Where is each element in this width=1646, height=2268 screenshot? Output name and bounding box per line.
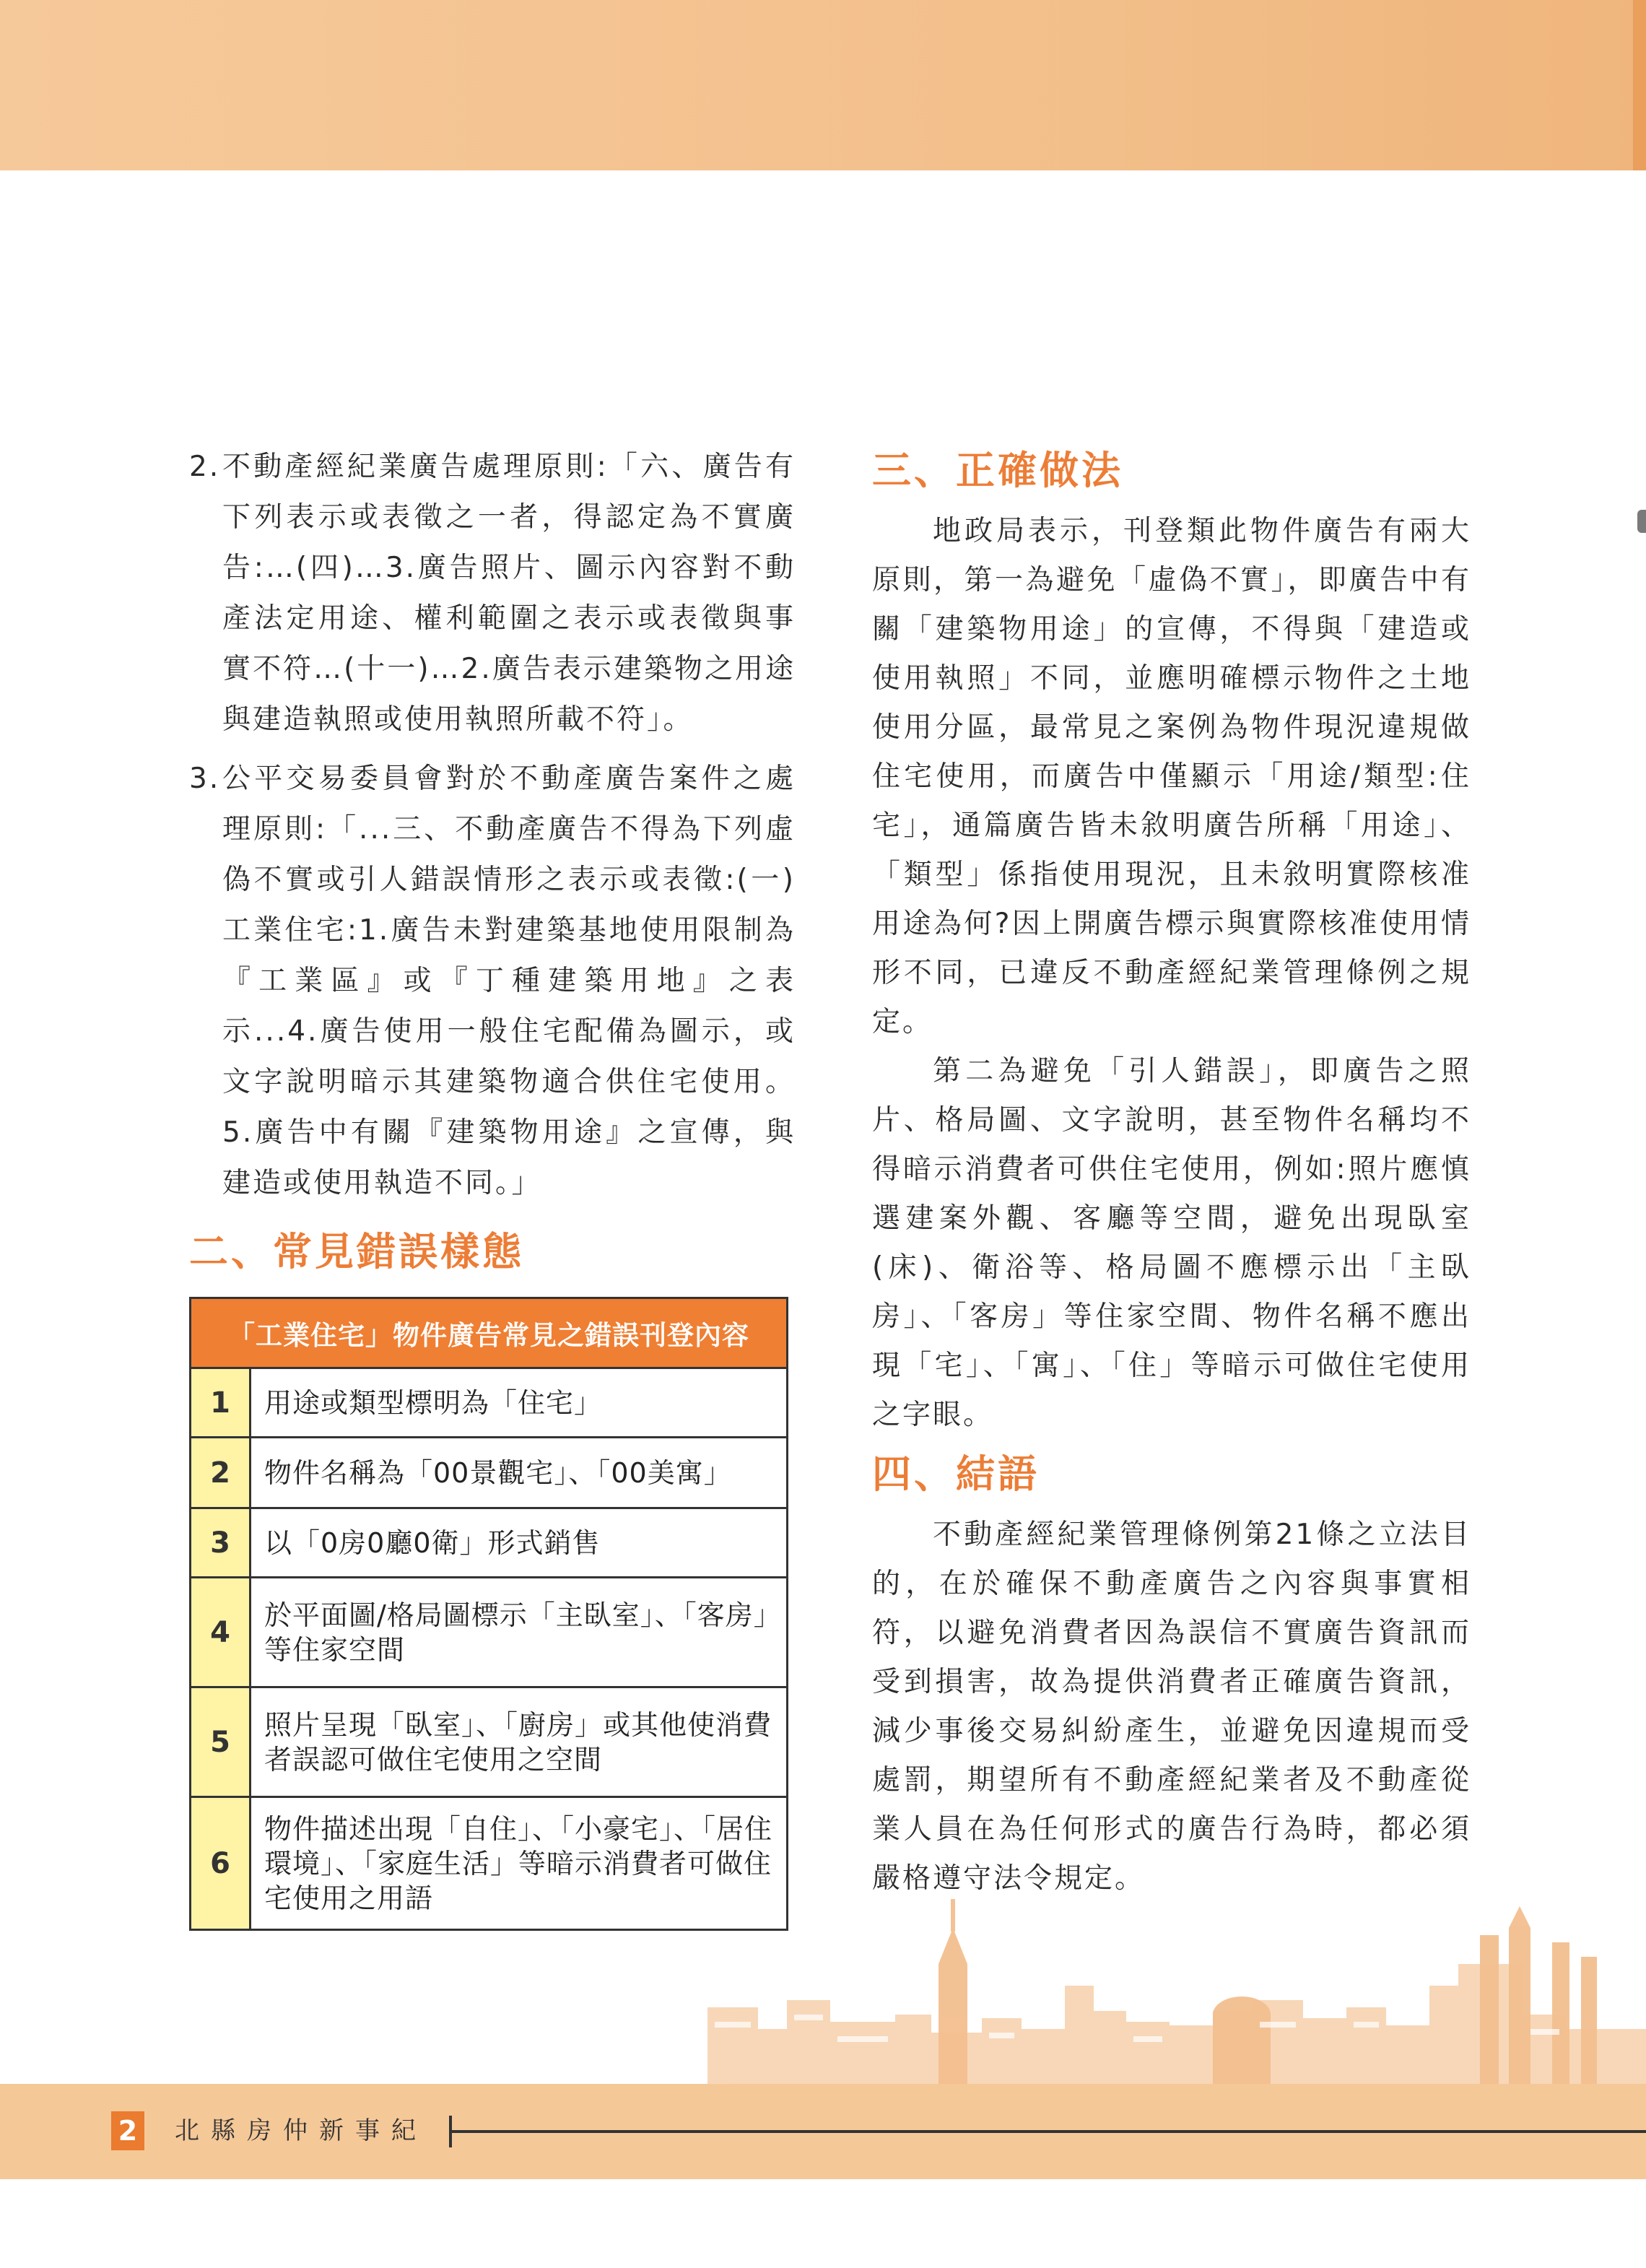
row-number: 2 — [191, 1438, 251, 1508]
error-table-title: 「工業住宅」物件廣告常見之錯誤刊登內容 — [191, 1298, 788, 1368]
row-number: 6 — [191, 1797, 251, 1930]
paragraph-principle-two: 第二為避免「引人錯誤」，即廣告之照片、格局圖、文字說明，甚至物件名稱均不得暗示消費者可供住宅使用，例如:照片應慎選建案外觀、客廳等空間，避免出現臥室(床)、衛浴等、格局圖不應標示出「主臥房」、「客房」等住家空間、物件名稱不應出現「宅」、「寓」、「住」等暗示可做住宅使用之字眼。 — [872, 1055, 1471, 1431]
table-row — [191, 1578, 788, 1687]
table-row — [191, 1508, 788, 1578]
left-column — [189, 442, 796, 1931]
right-column — [872, 442, 1471, 1903]
row-number: 4 — [191, 1578, 251, 1687]
top-header-band — [0, 0, 1646, 170]
row-description: 物件描述出現「自住」、「小豪宅」、「居住環境」、「家庭生活」等暗示消費者可做住宅使用之用語 — [251, 1797, 788, 1930]
paragraph-principle-one: 地政局表示，刊登類此物件廣告有兩大原則，第一為避免「虛偽不實」，即廣告中有關「建築物用途」的宣傳，不得與「建造或使用執照」不同，並應明確標示物件之土地使用分區，最常見之案例為物件現況違規做住宅使用，而廣告中僅顯示「用途/類型:住宅」，通篇廣告皆未敘明廣告所稱「用途」、「類型」係指使用現況，且未敘明實際核准用途為何?因上開廣告標示與實際核准使用情形不同，已違反不動產經紀業管理條例之規定。 — [872, 515, 1471, 1038]
page-number: 2 — [111, 2111, 144, 2150]
table-row — [191, 1687, 788, 1797]
error-table — [189, 1297, 788, 1931]
table-row — [191, 1368, 788, 1438]
page-edge-tab — [1637, 510, 1646, 533]
row-number: 5 — [191, 1687, 251, 1797]
row-number: 1 — [191, 1368, 251, 1438]
section-heading-conclusion: 四、結語 — [872, 1451, 1040, 1497]
row-description: 用途或類型標明為「住宅」 — [251, 1368, 788, 1438]
item-number: 2. — [189, 451, 221, 483]
row-description: 於平面圖/格局圖標示「主臥室」、「客房」等住家空間 — [251, 1578, 788, 1687]
row-description: 物件名稱為「00景觀宅」、「00美寓」 — [251, 1438, 788, 1508]
item-text: 不動產經紀業廣告處理原則:「六、廣告有下列表示或表徵之一者，得認定為不實廣告:…(四)…3.廣告照片、圖示內容對不動產法定用途、權利範圍之表示或表徵與事實不符…(十一)…2.廣告表示建築物之用途與建造執照或使用執照所載不符」。 — [222, 451, 796, 736]
section-heading-correct-practice: 三、正確做法 — [872, 448, 1123, 493]
publication-name: 北縣房仲新事紀 — [175, 2116, 427, 2145]
row-description: 照片呈現「臥室」、「廚房」或其他使消費者誤認可做住宅使用之空間 — [251, 1687, 788, 1797]
item-number: 3. — [189, 762, 221, 795]
table-row — [191, 1438, 788, 1508]
section-heading-common-errors: 二、常見錯誤樣態 — [189, 1229, 524, 1274]
item-text: 公平交易委員會對於不動產廣告案件之處理原則:「...三、不動產廣告不得為下列虛偽不實或引人錯誤情形之表示或表徵:(一)工業住宅:1.廣告未對建築基地使用限制為『工業區』或『丁種建築用地』之表示...4.廣告使用一般住宅配備為圖示，或文字說明暗示其建築物適合供住宅使用。5.廣告中有關『建築物用途』之宣傳，與建造或使用執造不同。」 — [222, 762, 796, 1199]
row-number: 3 — [191, 1508, 251, 1578]
city-skyline-illustration — [693, 1877, 1646, 2094]
row-description: 以「0房0廳0衛」形式銷售 — [251, 1508, 788, 1578]
regulation-item-2 — [189, 442, 796, 745]
header-band-edge — [1633, 0, 1646, 170]
footer-rule — [452, 2130, 1646, 2133]
regulation-item-3 — [189, 754, 796, 1209]
paragraph-conclusion: 不動產經紀業管理條例第21條之立法目的，在於確保不動產廣告之內容與事實相符，以避免消費者因為誤信不實廣告資訊而受到損害，故為提供消費者正確廣告資訊，減少事後交易糾紛產生，並避免因違規而受處罰，期望所有不動產經紀業者及不動產從業人員在為任何形式的廣告行為時，都必須嚴格遵守法令規定。 — [872, 1518, 1471, 1895]
